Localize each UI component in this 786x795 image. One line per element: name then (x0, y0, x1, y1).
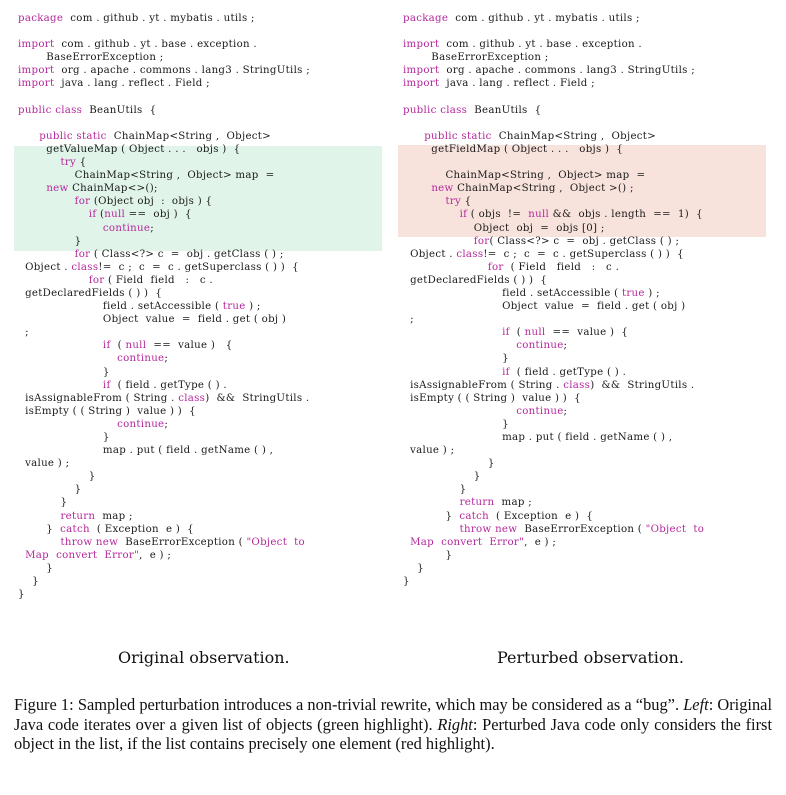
code-text: ( field . getType ( ) . (509, 366, 627, 378)
code-text: map ; (95, 510, 133, 522)
code-text (403, 131, 424, 142)
code-keyword: class (178, 392, 206, 404)
code-text: } (18, 523, 61, 535)
code-text: getDeclaredFields ( ) ) { (403, 274, 548, 286)
code-text: ( Exception e ) { (488, 510, 594, 522)
code-text: com . github . yt . mybatis . utils ; (63, 13, 255, 24)
code-keyword: if (102, 379, 111, 391)
code-text (403, 196, 445, 207)
code-line (18, 235, 310, 248)
code-keyword: class (55, 104, 83, 116)
code-line (403, 222, 704, 235)
code-text: == value ) { (545, 327, 629, 339)
code-line (18, 366, 310, 379)
code-keyword: null (528, 209, 550, 221)
code-keyword: class (71, 261, 99, 273)
code-line (403, 91, 704, 104)
code-text: isAssignableFrom ( String . (403, 379, 564, 391)
code-keyword: import (403, 78, 440, 90)
code-text (403, 327, 502, 338)
code-text: ( Field field : c . (104, 274, 213, 286)
figure-caption-text-3: : Perturbed Java code only considers the first object in the list, if the list contains precisely one element (red highlight). (14, 714, 772, 753)
code-keyword: public (18, 104, 52, 116)
code-line (403, 12, 704, 25)
figure-caption-right-label: Right (437, 714, 473, 734)
code-text: } (18, 432, 110, 443)
code-text (18, 537, 60, 548)
code-text (18, 223, 103, 234)
code-text: Object value = field . get ( obj ) (18, 314, 287, 326)
code-keyword: import (18, 65, 55, 77)
code-line (18, 169, 310, 182)
code-keyword: try (60, 157, 77, 169)
code-keyword: continue (516, 405, 564, 417)
code-text: BaseErrorException ( (517, 523, 646, 535)
code-keyword: static (76, 130, 107, 142)
code-line (18, 392, 310, 405)
code-line (18, 222, 310, 235)
code-text: } (18, 576, 39, 588)
code-text: map . put ( field . getName ( ) , (403, 432, 673, 443)
code-keyword: continue (117, 353, 165, 365)
code-line (403, 25, 704, 38)
code-line (403, 130, 704, 143)
code-line (403, 287, 704, 300)
code-text (18, 419, 117, 430)
code-keyword: class (563, 379, 591, 391)
code-text: } (403, 510, 460, 522)
code-line (403, 77, 704, 90)
code-keyword: catch (459, 510, 489, 522)
code-text: { (76, 157, 87, 169)
code-text: ChainMap<String , Object> (491, 130, 657, 142)
code-keyword: throw (60, 536, 93, 548)
code-line (18, 143, 310, 156)
code-text (18, 275, 89, 286)
code-text: ChainMap<String , Object> (106, 130, 272, 142)
perturbed-code-panel (386, 0, 771, 640)
code-text: ChainMap<>(); (68, 183, 158, 195)
code-text: isAssignableFrom ( String . (18, 392, 179, 404)
code-keyword: Map convert Error" (25, 549, 140, 561)
code-text: BaseErrorException ( (118, 536, 247, 548)
original-observation-caption: Original observation. (118, 648, 290, 667)
code-text (403, 209, 460, 220)
code-text: } (403, 418, 509, 430)
code-line (403, 366, 704, 379)
code-text: ( Exception e ) { (89, 523, 194, 535)
code-keyword: if (502, 327, 510, 339)
code-line (18, 12, 310, 25)
code-text (403, 406, 516, 417)
figure-label: Figure 1: (14, 695, 74, 714)
code-keyword: continue (117, 418, 165, 430)
code-text: } (18, 562, 54, 574)
code-text: ( Class<?> c = obj . getClass ( ) ; (489, 235, 680, 247)
code-text: value ) ; (403, 445, 455, 457)
code-keyword: if (102, 340, 111, 352)
code-text: isEmpty ( ( String ) value ) ) { (403, 392, 581, 404)
code-line (18, 91, 310, 104)
code-line (403, 156, 704, 169)
code-text (403, 262, 488, 273)
code-keyword: package (18, 13, 64, 24)
code-text: map ; (494, 497, 532, 509)
code-line (403, 235, 704, 248)
code-line (403, 575, 704, 588)
code-keyword: new (431, 183, 454, 195)
code-line (403, 444, 704, 457)
code-line (403, 392, 704, 405)
code-text: ; (18, 327, 29, 339)
code-text: ( (96, 209, 105, 221)
code-line (403, 549, 704, 562)
code-line (18, 431, 310, 444)
code-keyword: import (18, 39, 55, 51)
code-line (18, 483, 310, 496)
code-keyword: new (495, 523, 518, 535)
code-text: , e ) ; (139, 549, 172, 561)
code-line (403, 536, 704, 549)
code-text: ChainMap<String , Object> map = (18, 170, 275, 182)
code-text: ( Field field : c . (503, 261, 620, 273)
code-line (403, 117, 704, 130)
code-text: getValueMap ( Object . . . objs ) { (18, 143, 241, 155)
code-line (403, 470, 704, 483)
code-text: ( Class<?> c = obj . getClass ( ) ; (90, 248, 284, 260)
code-line (403, 457, 704, 470)
code-line (403, 405, 704, 418)
code-text: ; (164, 353, 169, 365)
code-line (18, 575, 310, 588)
code-line (403, 182, 704, 195)
code-line (18, 77, 310, 90)
code-text: } (18, 589, 25, 601)
code-text: && objs . length == 1) { (549, 209, 703, 221)
code-text: } (403, 562, 424, 574)
code-text: } (403, 484, 467, 496)
code-text (403, 497, 460, 508)
code-text: } (403, 576, 410, 588)
code-text: BeanUtils { (467, 104, 542, 116)
code-line (18, 248, 310, 261)
code-text (403, 236, 474, 247)
code-text: ) ; (245, 301, 261, 313)
code-keyword: static (461, 130, 492, 142)
code-text: } (403, 471, 481, 483)
code-keyword: return (459, 497, 495, 509)
code-line (18, 261, 310, 274)
code-text: ) && StringUtils . (205, 392, 310, 404)
code-line (18, 300, 310, 313)
code-line (18, 457, 310, 470)
code-text: ) ; (644, 287, 660, 299)
code-keyword: "Object to (645, 523, 705, 535)
code-text: com . github . yt . base . exception . (54, 39, 257, 51)
original-code-listing (18, 12, 310, 601)
code-text (18, 209, 89, 220)
code-line (403, 313, 704, 326)
code-line (403, 104, 704, 117)
code-text: com . github . yt . base . exception . (439, 39, 642, 51)
code-line (18, 156, 310, 169)
code-line (403, 510, 704, 523)
code-text: isEmpty ( ( String ) value ) ) { (18, 405, 196, 417)
code-keyword: null (104, 209, 126, 221)
code-line (403, 523, 704, 536)
code-keyword: new (46, 183, 69, 195)
code-text: Object . (18, 261, 72, 273)
code-text: value ) ; (18, 458, 70, 470)
code-text: Object . (403, 248, 457, 260)
figure-caption-text-1: Sampled perturbation introduces a non-trivial rewrite, which may be considered as a “bug”. (77, 695, 680, 714)
code-line (18, 562, 310, 575)
code-text: } (18, 497, 68, 509)
code-text (403, 183, 431, 194)
code-line (18, 130, 310, 143)
code-line (403, 300, 704, 313)
code-line (18, 117, 310, 130)
code-line (18, 326, 310, 339)
code-keyword: catch (60, 523, 90, 535)
code-keyword: for (74, 248, 91, 260)
code-keyword: true (222, 301, 246, 313)
code-keyword: class (456, 248, 484, 260)
code-keyword: throw (459, 523, 492, 535)
code-line (403, 248, 704, 261)
code-line (403, 195, 704, 208)
code-text: ; (563, 340, 568, 352)
code-keyword: new (95, 536, 119, 548)
code-line (403, 51, 704, 64)
code-text: BaseErrorException ; (403, 52, 549, 64)
code-line (18, 51, 310, 64)
code-keyword: try (445, 196, 462, 208)
code-text (18, 340, 103, 351)
code-keyword: continue (102, 222, 151, 234)
code-keyword: null (524, 327, 546, 339)
code-text: Object obj = objs [0] ; (403, 222, 605, 234)
code-line (18, 182, 310, 195)
code-line (403, 64, 704, 77)
code-line (18, 352, 310, 365)
code-keyword: public (403, 104, 437, 116)
code-text (403, 340, 516, 351)
figure-caption-text-2: : Original Java code iterates over a given list of objects (green highlight). (14, 695, 772, 734)
code-text: field . setAccessible ( (403, 287, 622, 299)
code-text: (Object obj : objs ) { (90, 196, 213, 208)
code-text: } (403, 353, 509, 365)
code-keyword: import (403, 65, 440, 77)
code-line (403, 379, 704, 392)
code-line (18, 25, 310, 38)
code-line (18, 208, 310, 221)
perturbed-code-listing (403, 12, 704, 588)
code-line (18, 470, 310, 483)
code-text: } (403, 549, 453, 561)
perturbed-observation-caption: Perturbed observation. (497, 648, 684, 667)
code-line (403, 352, 704, 365)
code-line (403, 208, 704, 221)
code-keyword: public (424, 130, 458, 142)
code-line (18, 444, 310, 457)
code-line (18, 339, 310, 352)
code-line (18, 523, 310, 536)
code-text: ) && StringUtils . (590, 379, 695, 391)
code-keyword: true (621, 287, 645, 299)
code-text: } (403, 458, 495, 470)
code-text: ; (164, 418, 169, 430)
code-keyword: if (88, 209, 97, 221)
code-line (403, 431, 704, 444)
code-text: ; (563, 405, 568, 417)
code-line (18, 510, 310, 523)
code-text: field . setAccessible ( (18, 301, 223, 313)
code-line (18, 38, 310, 51)
code-keyword: "Object to (246, 536, 305, 548)
code-line (403, 483, 704, 496)
code-text: } (18, 471, 96, 483)
code-keyword: Map convert Error" (410, 536, 525, 548)
code-line (403, 38, 704, 51)
code-text (18, 131, 39, 142)
code-text: } (18, 366, 110, 378)
code-text: com . github . yt . mybatis . utils ; (448, 13, 640, 24)
code-line (18, 536, 310, 549)
code-text: getDeclaredFields ( ) ) { (18, 287, 163, 299)
code-text (403, 367, 502, 378)
code-text: ; (403, 314, 414, 326)
code-text: ( (110, 340, 126, 352)
code-line (18, 64, 310, 77)
code-keyword: package (403, 13, 449, 24)
code-keyword: class (440, 104, 468, 116)
code-text: { (461, 196, 472, 208)
code-keyword: return (60, 510, 96, 522)
code-line (403, 418, 704, 431)
original-code-panel (0, 0, 385, 640)
code-line (18, 104, 310, 117)
code-text: != c ; c = c . getSuperclass ( ) ) { (98, 261, 299, 273)
code-keyword: if (459, 209, 468, 221)
code-keyword: public (39, 130, 73, 142)
code-line (18, 588, 310, 601)
code-keyword: import (403, 39, 440, 51)
code-text: } (18, 235, 82, 247)
code-text: ( objs != (467, 209, 529, 221)
code-text: , e ) ; (524, 536, 557, 548)
code-line (403, 562, 704, 575)
code-text (18, 353, 117, 364)
code-keyword: if (502, 366, 510, 378)
code-line (18, 418, 310, 431)
code-text (18, 196, 75, 207)
code-line (403, 326, 704, 339)
figure-caption (14, 695, 772, 754)
code-text: Object value = field . get ( obj ) (403, 301, 686, 313)
code-text (18, 157, 60, 168)
code-line (18, 287, 310, 300)
code-text: map . put ( field . getName ( ) , (18, 445, 274, 457)
code-keyword: for (487, 261, 504, 273)
code-text: ( field . getType ( ) . (110, 379, 227, 391)
code-keyword: null (125, 340, 147, 352)
code-text (18, 183, 46, 194)
code-text: } (18, 484, 82, 496)
code-line (403, 274, 704, 287)
code-text: BaseErrorException ; (18, 52, 164, 64)
code-keyword: continue (516, 340, 564, 352)
code-line (18, 195, 310, 208)
code-text (403, 524, 460, 535)
code-text: == value ) { (146, 340, 233, 352)
code-line (403, 496, 704, 509)
code-keyword: for (74, 196, 91, 208)
code-line (403, 261, 704, 274)
code-text: getFieldMap ( Object . . . objs ) { (403, 143, 624, 155)
code-text (18, 511, 60, 522)
code-line (18, 405, 310, 418)
code-keyword: for (473, 235, 490, 247)
code-text: org . apache . commons . lang3 . StringUtils ; (439, 65, 695, 77)
code-text: java . lang . reflect . Field ; (439, 78, 595, 90)
code-text: org . apache . commons . lang3 . StringUtils ; (54, 65, 310, 77)
code-text: ChainMap<String , Object >() ; (453, 183, 634, 195)
code-line (403, 143, 704, 156)
code-text (18, 380, 103, 391)
code-text: ( (509, 327, 525, 339)
code-text (18, 249, 75, 260)
code-text: ; (150, 222, 154, 234)
code-line (403, 339, 704, 352)
code-text: ChainMap<String , Object> map = (403, 170, 646, 182)
code-keyword: for (88, 274, 105, 286)
code-line (18, 274, 310, 287)
code-line (18, 379, 310, 392)
code-text: == obj ) { (125, 209, 192, 221)
code-line (18, 313, 310, 326)
code-line (18, 549, 310, 562)
code-text: java . lang . reflect . Field ; (54, 78, 210, 90)
code-text: BeanUtils { (82, 104, 157, 116)
code-text: != c ; c = c . getSuperclass ( ) ) { (483, 248, 684, 260)
code-line (18, 496, 310, 509)
code-keyword: import (18, 78, 55, 90)
figure-caption-left-label: Left (683, 695, 709, 714)
code-line (403, 169, 704, 182)
